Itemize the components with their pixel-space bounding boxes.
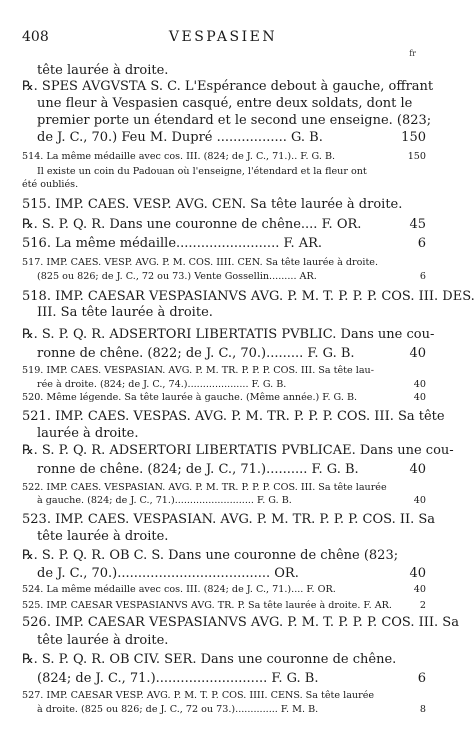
price-value: 6: [414, 670, 426, 687]
line-text: 517. IMP. CAES. VESP. AVG. P. M. COS. IIII. CEN. Sa tête laurée à droite.: [22, 257, 379, 268]
catalogue-line: [37, 270, 426, 283]
line-text: 525. IMP. CAESAR VESPASIANVS AVG. TR. P. Sa tête laurée à droite. F. AR.: [22, 600, 392, 611]
line-text: laurée à droite.: [37, 426, 139, 441]
catalogue-line: [37, 494, 426, 507]
margin-note: fr: [409, 49, 416, 58]
line-text: 523. IMP. CAES. VESPASIAN. AVG. P. M. TR. P. P. P. COS. II. Sa: [22, 512, 436, 527]
catalogue-line: [22, 442, 454, 459]
catalogue-line: [22, 364, 426, 377]
catalogue-line: [22, 216, 426, 233]
line-text: tête laurée à droite.: [37, 529, 169, 544]
catalogue-line: [22, 614, 459, 631]
catalogue-line: [37, 528, 426, 545]
line-text: (825 ou 826; de J. C., 72 ou 73.) Vente Gossellin......... AR.: [37, 271, 317, 282]
line-text: 516. La même médaille......................... F. AR.: [22, 236, 323, 251]
catalogue-line: [37, 378, 426, 391]
price-value: 6: [414, 235, 426, 252]
catalogue-line: [22, 583, 426, 596]
catalogue-line: [37, 62, 426, 79]
line-text: III. Sa tête laurée à droite.: [37, 305, 213, 320]
catalogue-line: [22, 689, 426, 702]
catalogue-line: [37, 304, 426, 321]
line-text: 518. IMP. CAESAR VESPASIANVS AVG. P. M. T. P. P. P. COS. III. DES.: [22, 289, 475, 304]
price-value: 40: [410, 494, 426, 507]
line-text: de J. C., 70.)..................................... OR.: [37, 566, 299, 581]
catalogue-line: [22, 326, 435, 343]
catalogue-line: [22, 235, 426, 252]
line-text: à droite. (825 ou 826; de J. C., 72 ou 73.).............. F. M. B.: [37, 704, 319, 715]
catalogue-line: [22, 651, 426, 668]
line-text: ℞. S. P. Q. R. ADSERTORI LIBERTATIS PVBLIC. Dans une cou-: [22, 327, 435, 342]
line-text: ronne de chêne. (822; de J. C., 70.)......... F. G. B.: [37, 346, 355, 361]
line-text: 527. IMP. CAESAR VESP. AVG. P. M. T. P. COS. IIII. CENS. Sa tête laurée: [22, 690, 375, 701]
line-text: 520. Même légende. Sa tête laurée à gauche. (Même année.) F. G. B.: [22, 392, 358, 403]
line-text: 514. La même médaille avec cos. III. (824; de J. C., 71.).. F. G. B.: [22, 151, 336, 162]
catalogue-line: [22, 288, 475, 305]
catalogue-line: [37, 461, 426, 478]
catalogue-line: [37, 425, 426, 442]
price-value: 45: [405, 216, 426, 233]
line-text: une fleur à Vespasien casqué, entre deux soldats, dont le: [37, 96, 413, 111]
catalogue-line: [37, 703, 426, 716]
catalogue-line: [37, 95, 426, 112]
catalogue-line: [37, 632, 426, 649]
catalogue-line: [22, 481, 426, 494]
price-value: 150: [397, 129, 426, 146]
price-value: 40: [405, 461, 426, 478]
price-value: 150: [404, 150, 426, 163]
catalogue-line: [37, 165, 426, 178]
line-text: ℞. S. P. Q. R. Dans une couronne de chêne.... F. OR.: [22, 217, 362, 232]
catalogue-line: [22, 78, 434, 95]
price-value: 6: [416, 270, 426, 283]
page-header: [22, 29, 424, 58]
line-text: 524. La même médaille avec cos. III. (824; de J. C., 71.).... F. OR.: [22, 584, 336, 595]
price-value: 40: [410, 391, 426, 404]
catalogue-line: [22, 391, 426, 404]
catalogue-line: [37, 112, 432, 129]
line-text: ℞. S. P. Q. R. ADSERTORI LIBERTATIS PVBLICAE. Dans une cou-: [22, 443, 454, 458]
line-text: 526. IMP. CAESAR VESPASIANVS AVG. P. M. T. P. P. P. COS. III. Sa: [22, 615, 459, 630]
price-value: 40: [405, 345, 426, 362]
catalogue-line: [22, 511, 436, 528]
catalogue-line: [22, 178, 426, 191]
catalogue-line: [22, 196, 426, 213]
line-text: 515. IMP. CAES. VESP. AVG. CEN. Sa tête laurée à droite.: [22, 197, 403, 212]
price-value: 8: [416, 703, 426, 716]
line-text: ℞. S. P. Q. R. OB CIV. SER. Dans une couronne de chêne.: [22, 652, 397, 667]
line-text: tête laurée à droite.: [37, 633, 169, 648]
price-value: 2: [416, 599, 426, 612]
line-text: (824; de J. C., 71.)........................... F. G. B.: [37, 671, 319, 686]
catalogue-line: [37, 129, 426, 146]
price-value: 40: [405, 565, 426, 582]
line-text: ℞. S. P. Q. R. OB C. S. Dans une couronne de chêne (823;: [22, 548, 399, 563]
catalogue-line: [22, 408, 445, 425]
catalogue-line: [22, 547, 426, 564]
price-value: 40: [410, 583, 426, 596]
line-text: 521. IMP. CAES. VESPAS. AVG. P. M. TR. P. P. P. COS. III. Sa tête: [22, 409, 445, 424]
line-text: ℞. SPES AVGVSTA S. C. L'Espérance debout à gauche, offrant: [22, 79, 434, 94]
line-text: rée à droite. (824; de J. C., 74.).................... F. G. B.: [37, 379, 287, 390]
line-text: ronne de chêne. (824; de J. C., 71.).......... F. G. B.: [37, 462, 359, 477]
catalogue-line: [22, 256, 426, 269]
line-text: Il existe un coin du Padouan où l'enseigne, l'étendard et la fleur ont: [37, 166, 367, 177]
catalogue-line: [37, 565, 426, 582]
line-text: 522. IMP. CAES. VESPASIAN. AVG. P. M. TR. P. P. P. COS. III. Sa tête laurée: [22, 482, 387, 493]
catalogue-line: [22, 599, 426, 612]
line-text: été oubliés.: [22, 179, 79, 190]
price-value: 40: [410, 378, 426, 391]
line-text: premier porte un étendard et le second une enseigne. (823;: [37, 113, 432, 128]
running-title: VESPASIEN: [168, 29, 278, 45]
line-text: à gauche. (824; de J. C., 71.).......................... F. G. B.: [37, 495, 292, 506]
line-text: tête laurée à droite.: [37, 63, 169, 78]
line-text: de J. C., 70.) Feu M. Dupré ................. G. B.: [37, 130, 323, 145]
page-number: 408: [22, 29, 49, 45]
catalogue-line: [37, 670, 426, 687]
catalogue-line: [22, 150, 426, 163]
line-text: 519. IMP. CAES. VESPASIAN. AVG. P. M. TR. P. P. P. COS. III. Sa tête lau-: [22, 365, 374, 376]
catalogue-line: [37, 345, 426, 362]
